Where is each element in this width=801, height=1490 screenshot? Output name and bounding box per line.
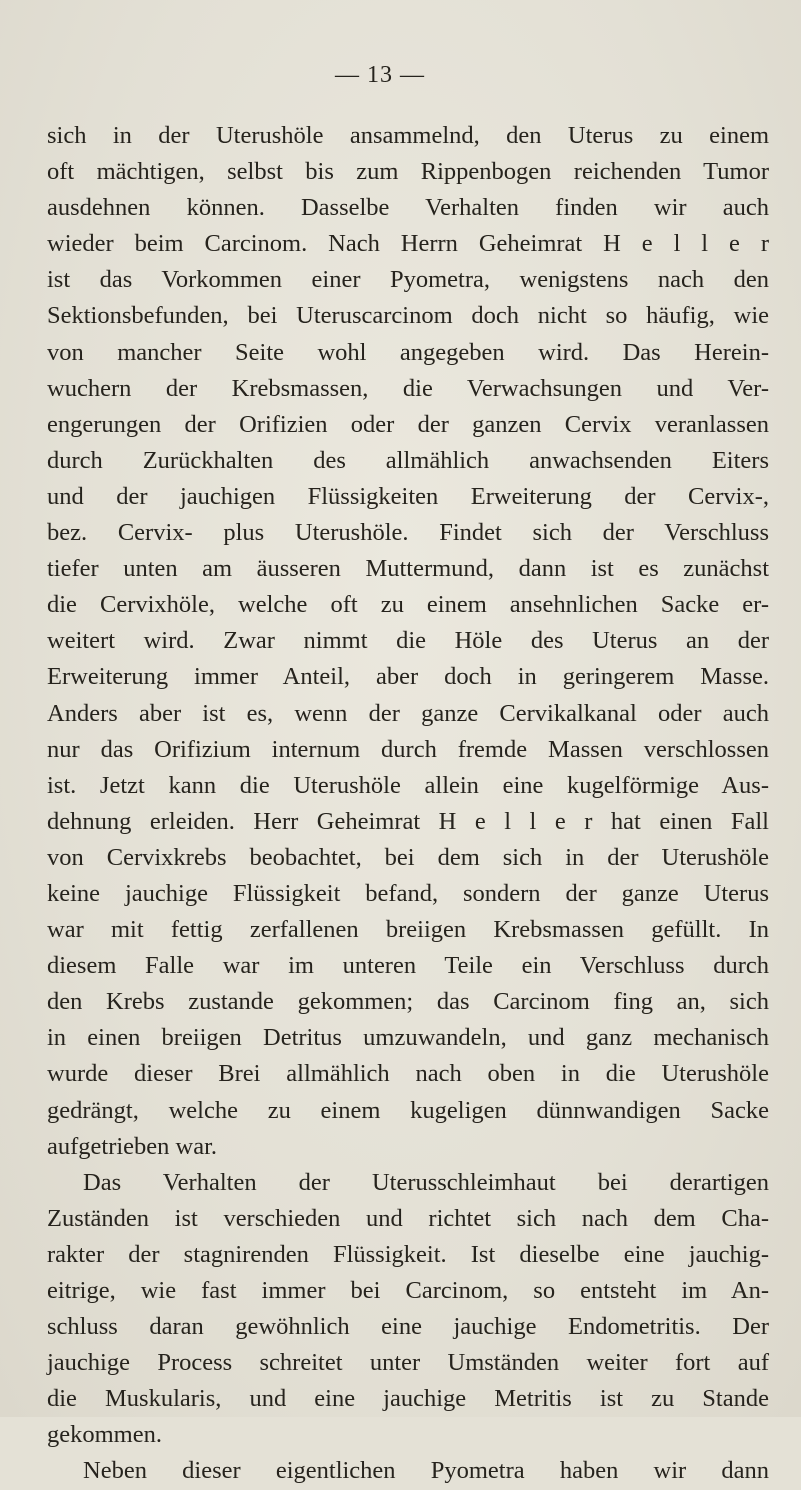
text-line: von mancher Seite wohl angegeben wird. Das Herein- [47, 338, 769, 366]
text-line: ist. Jetzt kann die Uterushöle allein eine kugelförmige Aus- [47, 771, 769, 799]
text-line: wuchern der Krebsmassen, die Verwachsungen und Ver- [47, 374, 769, 402]
text-line: Sektionsbefunden, bei Uteruscarcinom doch nicht so häufig, wie [47, 302, 769, 330]
text-line: ist das Vorkommen einer Pyometra, wenigstens nach den [47, 266, 769, 294]
text-line: dehnung erleiden. Herr Geheimrat H e l l e r hat einen Fall [47, 807, 769, 835]
text-line: durch Zurückhalten des allmählich anwachsenden Eiters [47, 446, 769, 474]
text-line: nur das Orifizium internum durch fremde Massen verschlossen [47, 735, 769, 763]
text-line: schluss daran gewöhnlich eine jauchige Endometritis. Der [47, 1313, 769, 1341]
text-line: bez. Cervix- plus Uterushöle. Findet sich der Verschluss [47, 519, 769, 547]
text-line: sich in der Uterushöle ansammelnd, den Uterus zu einem [47, 122, 769, 149]
text-line: keine jauchige Flüssigkeit befand, sondern der ganze Uterus [47, 879, 769, 907]
text-line: Anders aber ist es, wenn der ganze Cervikalkanal oder auch [47, 699, 769, 727]
text-line: Das Verhalten der Uterusschleimhaut bei derartigen [83, 1168, 769, 1196]
text-line: war mit fettig zerfallenen breiigen Krebsmassen gefüllt. In [47, 916, 769, 944]
text-line: Zuständen ist verschieden und richtet sich nach dem Cha- [47, 1204, 769, 1232]
text-line: diesem Falle war im unteren Teile ein Verschluss durch [47, 952, 769, 980]
text-line: die Cervixhöle, welche oft zu einem ansehnlichen Sacke er- [47, 591, 769, 619]
text-line: jauchige Process schreitet unter Umständen weiter fort auf [47, 1349, 769, 1377]
text-line: ausdehnen können. Dasselbe Verhalten finden wir auch [47, 194, 769, 222]
text-line: rakter der stagnirenden Flüssigkeit. Ist dieselbe eine jauchig- [47, 1240, 769, 1268]
text-line: tiefer unten am äusseren Muttermund, dann ist es zunächst [47, 555, 769, 583]
text-line: und der jauchigen Flüssigkeiten Erweiterung der Cervix-, [47, 482, 769, 510]
text-line: engerungen der Orifizien oder der ganzen Cervix veranlassen [47, 410, 769, 438]
text-line: wieder beim Carcinom. Nach Herrn Geheimrat H e l l e r [47, 230, 769, 258]
page-number: — 13 — [335, 62, 425, 88]
text-line: von Cervixkrebs beobachtet, bei dem sich in der Uterushöle [47, 843, 769, 871]
text-line: oft mächtigen, selbst bis zum Rippenbogen reichenden Tumor [47, 158, 769, 186]
text-line: Neben dieser eigentlichen Pyometra haben wir dann [83, 1457, 769, 1485]
text-line: gekommen. [47, 1421, 162, 1449]
text-line: gedrängt, welche zu einem kugeligen dünnwandigen Sacke [47, 1096, 769, 1124]
text-line: den Krebs zustande gekommen; das Carcinom fing an, sich [47, 988, 769, 1016]
text-line: Erweiterung immer Anteil, aber doch in geringerem Masse. [47, 663, 769, 691]
text-line: wurde dieser Brei allmählich nach oben in die Uterushöle [47, 1060, 769, 1088]
text-line: aufgetrieben war. [47, 1132, 218, 1160]
text-line: eitrige, wie fast immer bei Carcinom, so entsteht im An- [47, 1277, 769, 1304]
text-line: weitert wird. Zwar nimmt die Höle des Uterus an der [47, 627, 769, 655]
body-text [47, 118, 769, 1490]
text-line: die Muskularis, und eine jauchige Metritis ist zu Stande [47, 1385, 769, 1413]
text-line: in einen breiigen Detritus umzuwandeln, und ganz mechanisch [47, 1024, 769, 1052]
